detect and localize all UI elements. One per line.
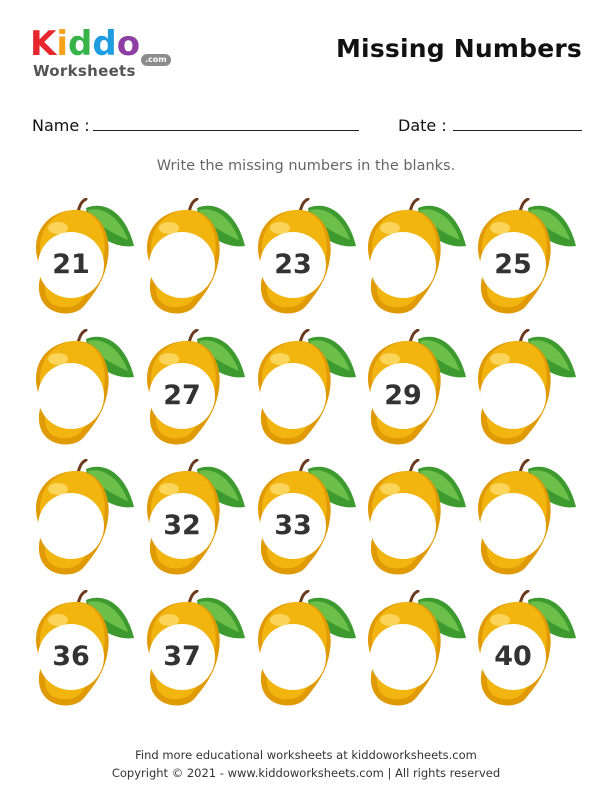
blank-number bbox=[480, 363, 546, 429]
mango-cell bbox=[256, 459, 364, 583]
mango-cell[interactable] bbox=[34, 329, 142, 453]
mango-cell bbox=[145, 329, 253, 453]
blank-number bbox=[370, 232, 436, 298]
blank-number bbox=[38, 363, 104, 429]
blank-number bbox=[149, 232, 215, 298]
date-label: Date : bbox=[398, 116, 447, 135]
mango-cell bbox=[34, 198, 142, 322]
blank-number bbox=[370, 624, 436, 690]
mango-cell bbox=[476, 590, 584, 714]
mango-cell bbox=[145, 590, 253, 714]
blank-number bbox=[370, 493, 436, 559]
mango-cell[interactable] bbox=[256, 329, 364, 453]
mango-cell[interactable] bbox=[476, 459, 584, 583]
logo-letter: i bbox=[56, 24, 69, 64]
mango-cell bbox=[145, 459, 253, 583]
instruction-text: Write the missing numbers in the blanks. bbox=[156, 158, 456, 174]
footer-promo: Find more educational worksheets at kiddoworksheets.com bbox=[135, 748, 477, 762]
given-number: 32 bbox=[163, 510, 201, 541]
mango-cell[interactable] bbox=[476, 329, 584, 453]
given-number: 27 bbox=[163, 380, 201, 411]
given-number: 21 bbox=[52, 249, 90, 280]
mango-cell bbox=[256, 198, 364, 322]
logo-letter: d bbox=[92, 24, 117, 64]
logo-letter: o bbox=[116, 24, 141, 64]
mango-cell[interactable] bbox=[366, 198, 474, 322]
blank-number bbox=[260, 363, 326, 429]
mango-cell bbox=[366, 329, 474, 453]
mango-cell[interactable] bbox=[145, 198, 253, 322]
page-title: Missing Numbers bbox=[335, 34, 582, 63]
given-number: 36 bbox=[52, 641, 90, 672]
mango-cell bbox=[34, 590, 142, 714]
given-number: 40 bbox=[494, 641, 532, 672]
logo-letter: d bbox=[68, 24, 93, 64]
given-number: 33 bbox=[274, 510, 312, 541]
mango-cell[interactable] bbox=[366, 459, 474, 583]
blank-number bbox=[260, 624, 326, 690]
mango-cell[interactable] bbox=[34, 459, 142, 583]
name-label: Name : bbox=[32, 116, 90, 135]
blank-number bbox=[480, 493, 546, 559]
mango-cell[interactable] bbox=[366, 590, 474, 714]
given-number: 29 bbox=[384, 380, 422, 411]
given-number: 23 bbox=[274, 249, 312, 280]
blank-number bbox=[38, 493, 104, 559]
given-number: 25 bbox=[494, 249, 532, 280]
given-number: 37 bbox=[163, 641, 201, 672]
footer-copyright: Copyright © 2021 - www.kiddoworksheets.com | All rights reserved bbox=[111, 766, 501, 780]
mango-cell[interactable] bbox=[256, 590, 364, 714]
mango-cell bbox=[476, 198, 584, 322]
logo-subtitle: Worksheets bbox=[33, 62, 136, 80]
logo-letter: K bbox=[30, 24, 57, 64]
logo-dotcom: .com bbox=[141, 54, 171, 66]
